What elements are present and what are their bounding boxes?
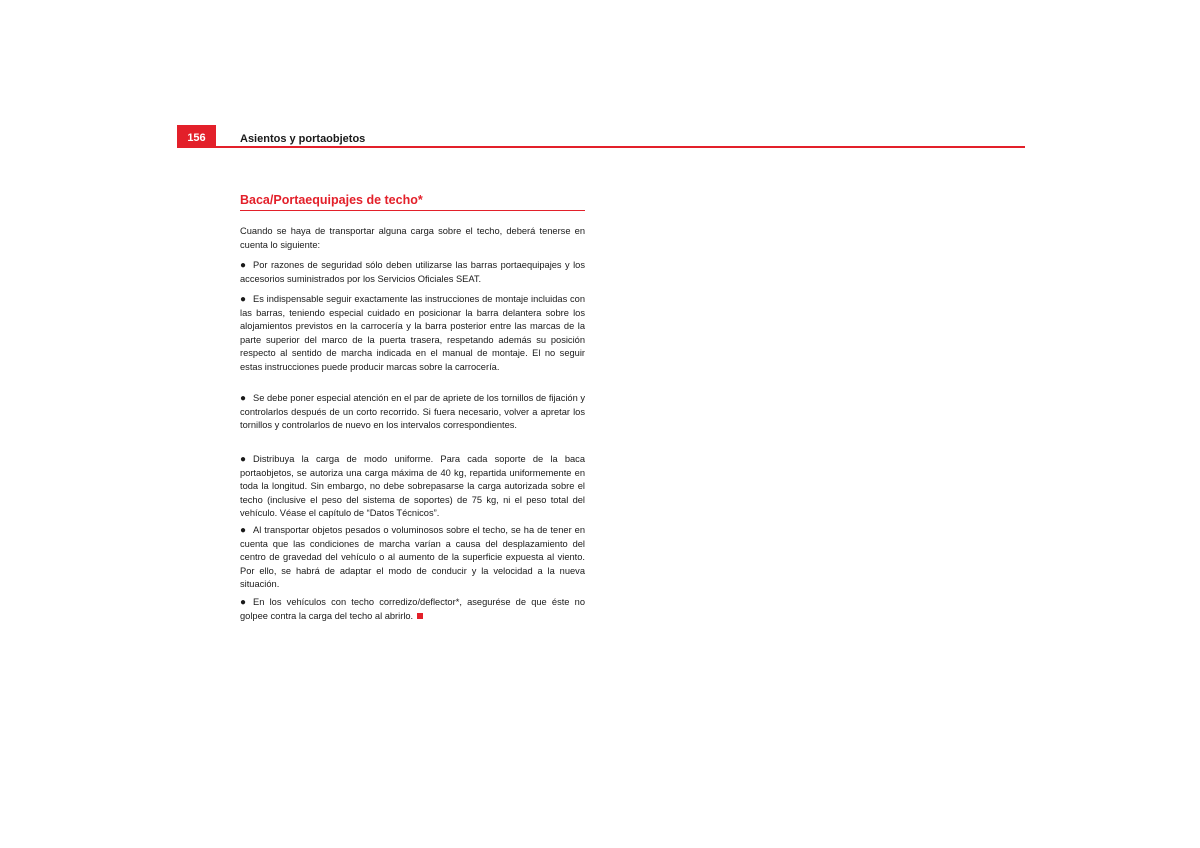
bullet-icon: ●: [240, 525, 247, 536]
bullet-text: Al transportar objetos pesados o voluminosos sobre el techo, se ha de tener en cuenta que las condiciones de marcha varían a causa del desplazamiento del centro de gravedad del vehículo o al aumento de la superficie expuesta al viento. Por ello, se habrá de adaptar el modo de conducir y la velocidad a la nueva situación.: [240, 525, 585, 590]
bullet-text: Por razones de seguridad sólo deben utilizarse las barras portaequipajes y los accesorios suministrados por los Servicios Oficiales SEAT.: [240, 260, 585, 284]
section-title-underline: [240, 210, 585, 211]
bullet-text: En los vehículos con techo corredizo/deflector*, asegurése de que éste no golpee contra la carga del techo al abrirlo.: [240, 597, 585, 621]
bullet-item-4: [240, 453, 585, 521]
bullet-text: Distribuya la carga de modo uniforme. Para cada soporte de la baca portaobjetos, se autoriza una carga máxima de 40 kg, repartida uniformemente en toda la longitud. Sin embargo, no debe sobrepasarse la carga autorizada sobre el techo (inclusive el peso del sistema de soportes) de 75 kg, ni el peso total del vehículo. Véase el capítulo de “Datos Técnicos”.: [240, 454, 585, 519]
section-title: Baca/Portaequipajes de techo*: [240, 193, 423, 207]
bullet-icon: ●: [240, 294, 247, 305]
header-rule: [216, 146, 1025, 148]
bullet-text: Es indispensable seguir exactamente las instrucciones de montaje incluidas con las barras, teniendo especial cuidado en posicionar la barra delantera sobre los alojamientos previstos en la carrocería y la barra posterior entre las marcas de la parte superior del marco de la puerta trasera, respetando además su posición respecto al sentido de marcha indicada en el manual de montaje. El no seguir estas instrucciones puede producir marcas sobre la carrocería.: [240, 294, 585, 372]
intro-paragraph: [240, 225, 585, 252]
intro-text: Cuando se haya de transportar alguna carga sobre el techo, deberá tenerse en cuenta lo siguiente:: [240, 226, 585, 250]
page-number: 156: [177, 125, 216, 148]
bullet-icon: ●: [240, 454, 247, 465]
bullet-icon: ●: [240, 260, 247, 271]
chapter-title: Asientos y portaobjetos: [240, 133, 366, 145]
bullet-item-2: [240, 293, 585, 375]
bullet-item-1: [240, 259, 585, 286]
bullet-item-5: [240, 524, 585, 592]
end-of-section-icon: [417, 613, 423, 619]
bullet-text: Se debe poner especial atención en el par de apriete de los tornillos de fijación y controlarlos después de un corto recorrido. Si fuera necesario, volver a apretar los tornillos y controlarlos de nuevo en los intervalos correspondientes.: [240, 393, 585, 431]
bullet-icon: ●: [240, 597, 247, 608]
bullet-item-6: [240, 596, 585, 623]
bullet-icon: ●: [240, 393, 247, 404]
bullet-item-3: [240, 392, 585, 433]
